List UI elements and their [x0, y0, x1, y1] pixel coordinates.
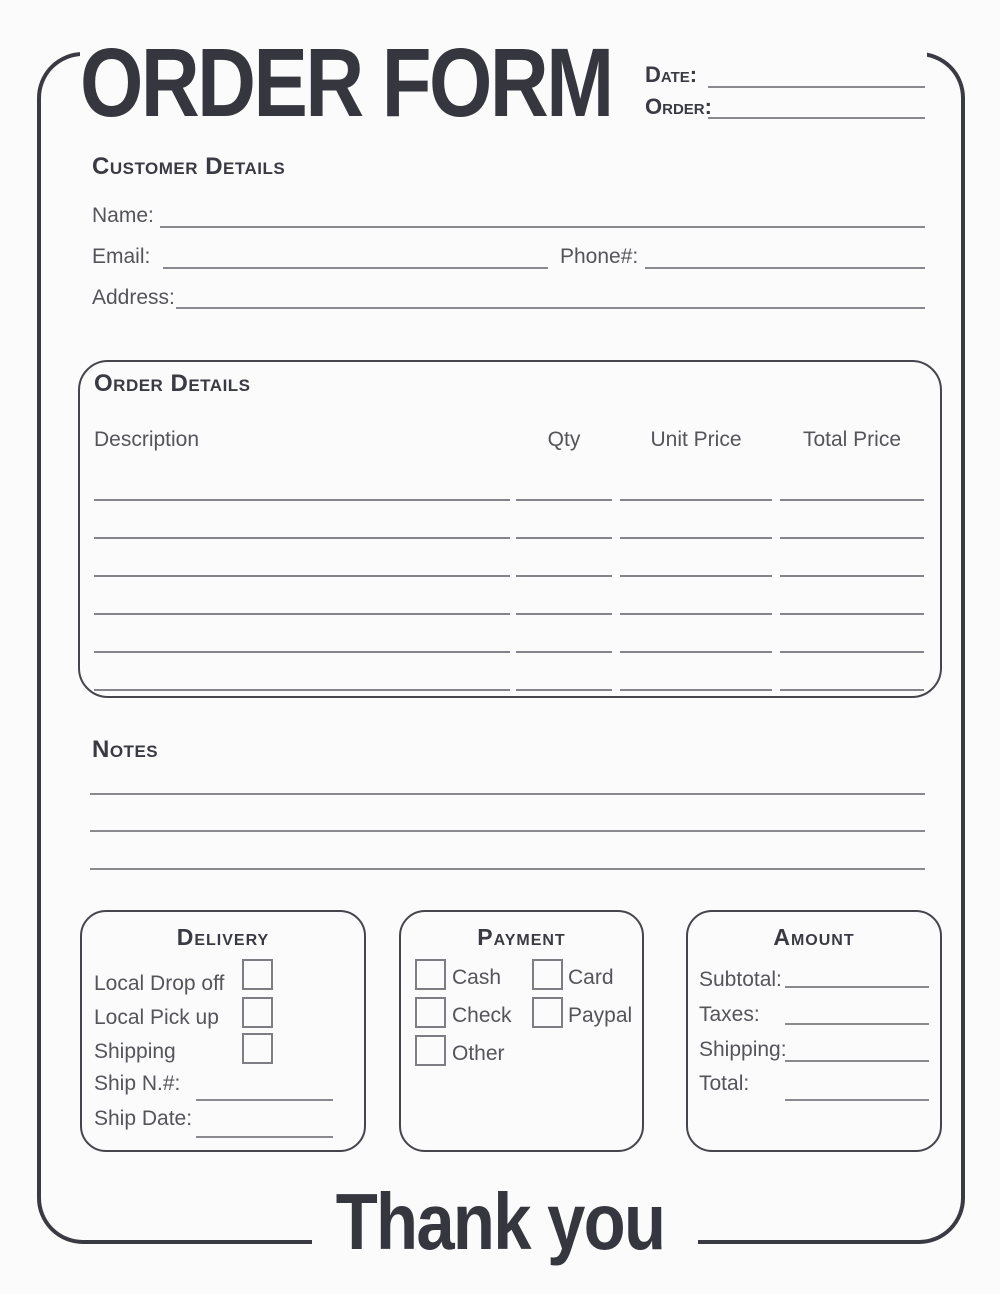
row6-total-price-line[interactable] — [780, 689, 924, 691]
amount-box — [686, 910, 942, 1152]
shipping-option-label: Shipping — [94, 1040, 176, 1063]
other-checkbox[interactable] — [415, 1035, 446, 1066]
taxes-field-line[interactable] — [785, 1023, 929, 1025]
row1-unit-price-line[interactable] — [620, 499, 772, 501]
order-details-box — [78, 360, 942, 698]
customer-details-heading: Customer Details — [92, 153, 286, 180]
subtotal-label: Subtotal: — [699, 968, 782, 991]
row3-unit-price-line[interactable] — [620, 575, 772, 577]
row5-qty-line[interactable] — [516, 651, 612, 653]
row3-total-price-line[interactable] — [780, 575, 924, 577]
check-label: Check — [452, 1004, 512, 1027]
row5-total-price-line[interactable] — [780, 651, 924, 653]
ship-date-label: Ship Date: — [94, 1107, 193, 1130]
amount-heading: Amount — [773, 924, 855, 950]
row3-qty-line[interactable] — [516, 575, 612, 577]
shipping-cost-label: Shipping: — [699, 1038, 787, 1061]
row5-unit-price-line[interactable] — [620, 651, 772, 653]
row5-description-line[interactable] — [94, 651, 510, 653]
card-label: Card — [568, 966, 614, 989]
check-checkbox[interactable] — [415, 997, 446, 1028]
paypal-label: Paypal — [568, 1004, 633, 1027]
order-details-heading: Order Details — [94, 370, 251, 397]
email-label: Email: — [92, 245, 151, 268]
row2-unit-price-line[interactable] — [620, 537, 772, 539]
column-header-total-price: Total Price — [802, 428, 902, 451]
address-field-line[interactable] — [176, 307, 925, 309]
local-pick-up-label: Local Pick up — [94, 1006, 219, 1029]
total-field-line[interactable] — [785, 1099, 929, 1101]
thank-you-text: Thank you — [335, 1177, 665, 1266]
phone-field-line[interactable] — [645, 267, 925, 269]
ship-number-label: Ship N.#: — [94, 1072, 181, 1095]
page-title: ORDER FORM — [80, 28, 612, 137]
column-header-description: Description — [94, 428, 200, 451]
row2-qty-line[interactable] — [516, 537, 612, 539]
row3-description-line[interactable] — [94, 575, 510, 577]
phone-label: Phone#: — [560, 245, 639, 268]
cash-label: Cash — [452, 966, 502, 989]
notes-line-1[interactable] — [90, 793, 925, 795]
row2-description-line[interactable] — [94, 537, 510, 539]
row1-qty-line[interactable] — [516, 499, 612, 501]
column-header-qty: Qty — [547, 428, 581, 451]
payment-heading: Payment — [477, 924, 566, 950]
row2-total-price-line[interactable] — [780, 537, 924, 539]
notes-heading: Notes — [92, 736, 159, 763]
order-number-field-line[interactable] — [708, 117, 925, 119]
name-field-line[interactable] — [160, 226, 925, 228]
row4-qty-line[interactable] — [516, 613, 612, 615]
row4-unit-price-line[interactable] — [620, 613, 772, 615]
shipping-cost-field-line[interactable] — [785, 1060, 929, 1062]
notes-line-3[interactable] — [90, 868, 925, 870]
cash-checkbox[interactable] — [415, 959, 446, 990]
date-label: Date: — [645, 62, 698, 87]
taxes-label: Taxes: — [699, 1003, 760, 1026]
local-pick-up-checkbox[interactable] — [242, 997, 273, 1028]
order-number-label: Order: — [645, 94, 712, 119]
card-checkbox[interactable] — [532, 959, 563, 990]
date-field-line[interactable] — [708, 86, 925, 88]
other-label: Other — [452, 1042, 505, 1065]
footer — [0, 1177, 1000, 1266]
row4-total-price-line[interactable] — [780, 613, 924, 615]
name-label: Name: — [92, 204, 154, 227]
row6-qty-line[interactable] — [516, 689, 612, 691]
address-label: Address: — [92, 286, 175, 309]
local-drop-off-checkbox[interactable] — [242, 959, 273, 990]
delivery-box — [80, 910, 366, 1152]
subtotal-field-line[interactable] — [785, 986, 929, 988]
payment-box — [399, 910, 644, 1152]
local-drop-off-label: Local Drop off — [94, 972, 225, 995]
notes-line-2[interactable] — [90, 830, 925, 832]
row6-description-line[interactable] — [94, 689, 510, 691]
delivery-heading: Delivery — [176, 924, 270, 950]
row1-total-price-line[interactable] — [780, 499, 924, 501]
ship-number-field-line[interactable] — [196, 1099, 333, 1101]
ship-date-field-line[interactable] — [196, 1136, 333, 1138]
shipping-option-checkbox[interactable] — [242, 1033, 273, 1064]
row6-unit-price-line[interactable] — [620, 689, 772, 691]
paypal-checkbox[interactable] — [532, 997, 563, 1028]
total-label: Total: — [699, 1072, 750, 1095]
email-field-line[interactable] — [163, 267, 548, 269]
row4-description-line[interactable] — [94, 613, 510, 615]
column-header-unit-price: Unit Price — [650, 428, 742, 451]
row1-description-line[interactable] — [94, 499, 510, 501]
